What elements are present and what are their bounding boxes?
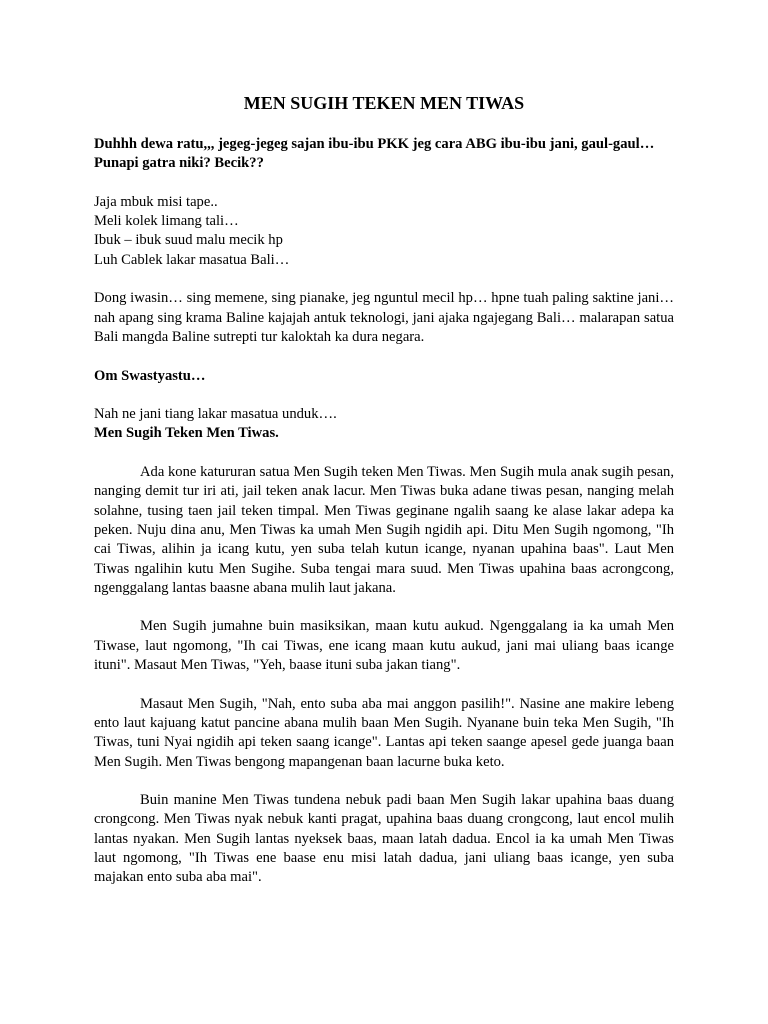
spacer [94,270,674,289]
spacer [94,772,674,791]
poem-line-2: Meli kolek limang tali… [94,213,239,230]
intro-paragraph [94,135,674,174]
spacer [94,598,674,617]
intro-line-2: Punapi gatra niki? Becik?? [94,155,264,172]
poem-line-3: Ibuk – ibuk suud malu mecik hp [94,232,283,249]
greeting: Om Swastyastu… [94,367,206,384]
story-paragraph-4: Buin manine Men Tiwas tundena nebuk padi baan Men Sugih lakar upahina baas duang crongcong. Men Tiwas nyak nebuk kanti pragat, upahina baas duang crongcong, laut encol mulih lantas nyakan. Men Sugih lantas nyeksek baas, maan latah dadua. Encol ia ka umah Men Tiwas laut ngomong, "Ih Tiwas ene baase enu misi latah dadua, jani uliang baas icange, yen suba majakan ento suba aba mai". [94,792,674,886]
dong-paragraph: Dong iwasin… sing memene, sing pianake, jeg nguntul mecil hp… hpne tuah paling saktine jani… nah apang sing krama Baline kajajah antuk teknologi, jani ajaka ngajegang Bali… malarapan satua Bali mangda Baline sutrepti tur kaloktah ka dura negara. [94,290,674,345]
spacer [94,386,674,405]
intro-line-1: Duhhh dewa ratu,,, jegeg-jegeg sajan ibu-ibu PKK jeg cara ABG ibu-ibu jani, gaul-gaul… [94,136,655,152]
poem-block [94,193,674,270]
story-paragraph-2: Men Sugih jumahne buin masiksikan, maan kutu aukud. Ngenggalang ia ka umah Men Tiwase, laut ngomong, "Ih cai Tiwas, ene icang maan kutu aukud, jani mai uliang baas icange ituni". Masaut Men Tiwas, "Yeh, baase ituni suba jakan tiang". [94,618,674,674]
lead-paragraph [94,405,674,444]
spacer [94,675,674,694]
lead-line-1: Nah ne jani tiang lakar masatua unduk…. [94,406,337,423]
spacer [94,174,674,193]
story-paragraph-1: Ada kone katururan satua Men Sugih teken Men Tiwas. Men Sugih mula anak sugih pesan, nanging demit tur iri ati, jail teken anak lacur. Men Tiwas buka adane tiwas pesan, nanging melah solahne, tusing taen jail teken timpal. Men Tiwas geginane ngalih saang ke alase lakar adepa ka peken. Nuju dina anu, Men Tiwas ka umah Men Sugih ngidih api. Ditu Men Sugih ngomong, "Ih cai Tiwas, alihin ja icang kutu, yen suba telah kutun icange, nyanan upahina baas". Laut Men Tiwas ngalihin kutu Men Sugihe. Suba tengai mara suud. Men Tiwas upahina baas acrongcong, ngenggalang lantas baasne abana mulih laut jakana. [94,464,674,596]
spacer [94,347,674,366]
poem-line-1: Jaja mbuk misi tape.. [94,193,218,210]
story-paragraph-3: Masaut Men Sugih, "Nah, ento suba aba mai anggon pasilih!". Nasine ane makire lebeng ento laut kajuang katut pancine abana mulih baan Men Sugih. Nyanane buin teka Men Sugih, "Ih Tiwas, tuni Nyai ngidih api teken saang icange". Lantas api teken saange apesel gede juanga baan Men Sugih. Men Tiwas bengong mapangenan baan lacurne buka keto. [94,695,674,770]
document-title: MEN SUGIH TEKEN MEN TIWAS [243,93,525,113]
poem-line-4: Luh Cablek lakar masatua Bali… [94,251,290,268]
spacer [94,444,674,463]
story-heading: Men Sugih Teken Men Tiwas. [94,425,279,442]
